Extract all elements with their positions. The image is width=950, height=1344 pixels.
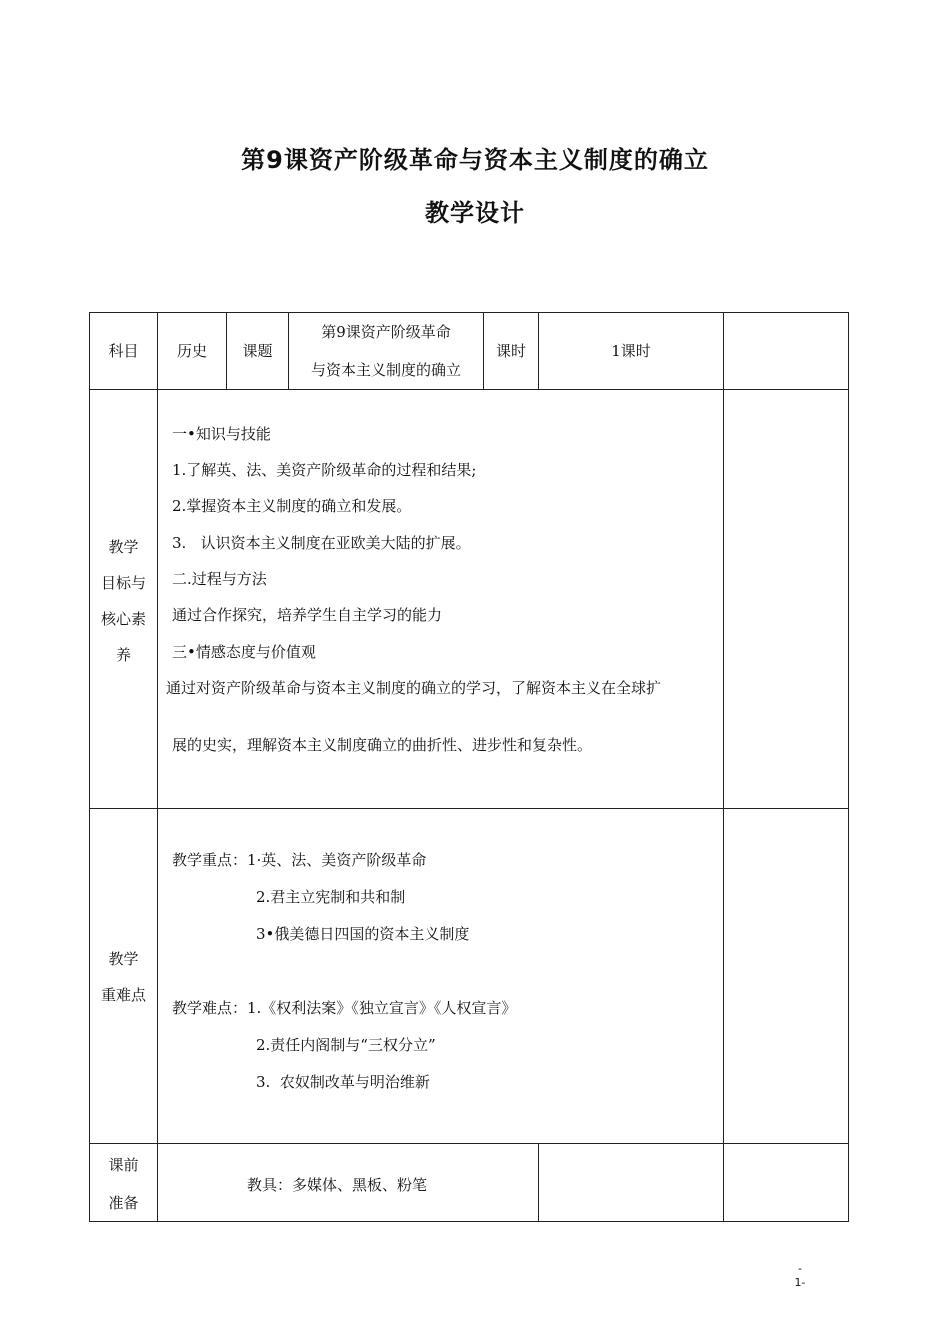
difficulty-line: 2.责任内阁制与“三权分立” xyxy=(256,1036,436,1054)
objectives-label-line: 目标与 xyxy=(100,574,146,592)
difficulty-line: 3. 农奴制改革与明治维新 xyxy=(256,1073,430,1091)
document-title: 第9课资产阶级革命与资本主义制度的确立 xyxy=(241,146,709,174)
topic-value xyxy=(289,313,483,389)
objective-heading-emotion: 三•情感态度与价值观 xyxy=(172,643,316,661)
objective-item: 展的史实，理解资本主义制度确立的曲折性、进步性和复杂性。 xyxy=(172,736,593,754)
topic-value-line1: 第9课资产阶级革命 xyxy=(321,323,451,341)
objective-item: 通过对资产阶级革命与资本主义制度的确立的学习，了解资本主义在全球扩 xyxy=(166,679,662,697)
objectives-label-line: 养 xyxy=(115,646,131,664)
hours-value: 1课时 xyxy=(611,341,651,360)
objective-item: 通过合作探究，培养学生自主学习的能力 xyxy=(172,606,443,624)
topic-value-line2: 与资本主义制度的确立 xyxy=(310,361,461,379)
document-subtitle: 教学设计 xyxy=(425,199,525,227)
key-points-label-line: 重难点 xyxy=(100,986,146,1004)
subject-value: 历史 xyxy=(176,341,207,360)
focus-line: 2.君主立宪制和共和制 xyxy=(256,888,406,906)
objectives-label-line: 核心素 xyxy=(100,610,146,628)
page-number: - 1- xyxy=(794,1262,806,1289)
topic-label: 课题 xyxy=(242,341,273,360)
focus-line: 教学重点：1·英、法、美资产阶级革命 xyxy=(172,851,427,869)
objective-item: 2.掌握资本主义制度的确立和发展。 xyxy=(172,497,412,515)
focus-line: 3•俄美德日四国的资本主义制度 xyxy=(256,925,470,943)
objective-heading-knowledge: 一•知识与技能 xyxy=(172,425,271,443)
difficulty-line: 教学难点：1.《权利法案》《独立宣言》《人权宣言》 xyxy=(172,999,517,1017)
hours-label: 课时 xyxy=(495,341,526,360)
key-points-label xyxy=(90,941,157,1013)
preparation-label-line: 课前 xyxy=(108,1156,139,1174)
objectives-label xyxy=(90,529,157,673)
objective-item: 1.了解英、法、美资产阶级革命的过程和结果; xyxy=(172,461,477,479)
objective-item: 3. 认识资本主义制度在亚欧美大陆的扩展。 xyxy=(172,534,471,552)
objectives-label-line: 教学 xyxy=(108,538,139,556)
preparation-label-line: 准备 xyxy=(108,1194,139,1212)
key-points-label-line: 教学 xyxy=(108,950,139,968)
preparation-value: 教具：多媒体、黑板、粉笔 xyxy=(247,1176,428,1194)
objective-heading-process: 二.过程与方法 xyxy=(172,570,267,588)
preparation-label xyxy=(90,1146,157,1222)
subject-label: 科目 xyxy=(108,341,139,360)
